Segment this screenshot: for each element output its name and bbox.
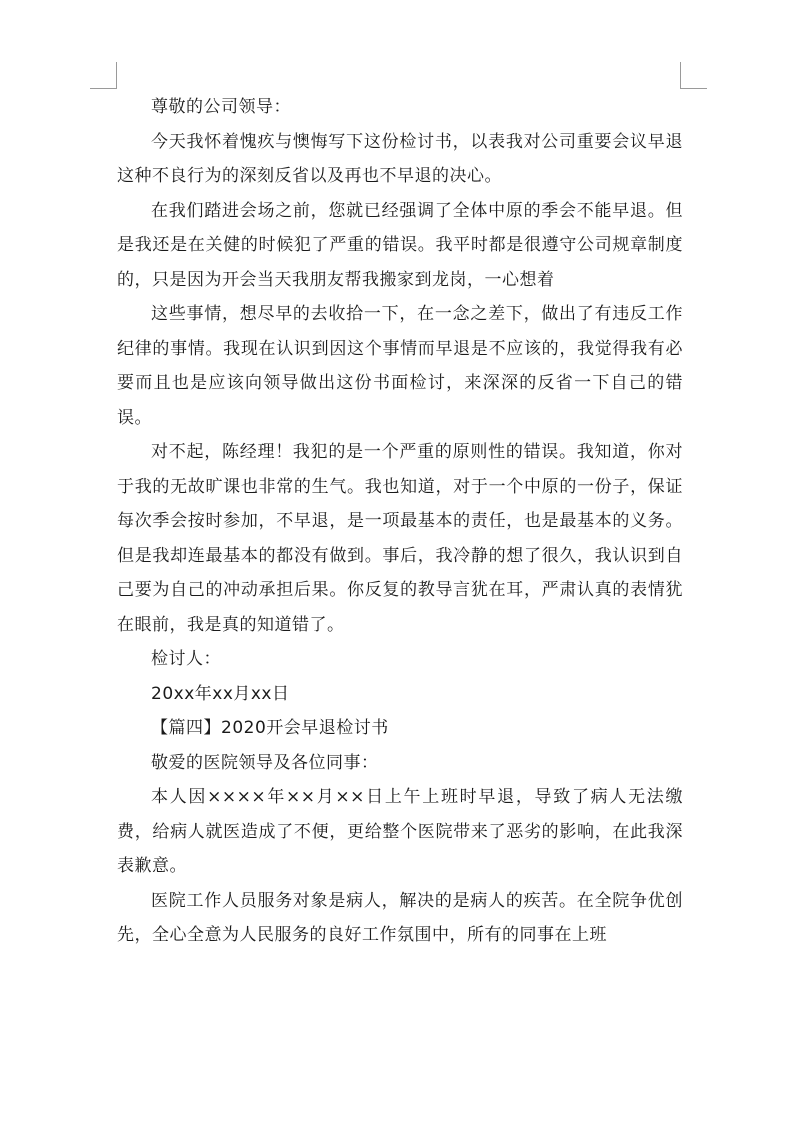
paragraph-hospital-service: 医院工作人员服务对象是病人，解决的是病人的疾苦。在全院争优创先，全心全意为人民服务的良好工作氛围中，所有的同事在上班 [117, 890, 683, 945]
paragraph-intro: 今天我怀着愧疚与懊悔写下这份检讨书，以表我对公司重要会议早退这种不良行为的深刻反省以及再也不早退的决心。 [117, 131, 683, 186]
section-heading: 【篇四】2020开会早退检讨书 [151, 718, 389, 738]
paragraph-reflection: 这些事情，想尽早的去收拾一下，在一念之差下，做出了有违反工作纪律的事情。我现在认识到因这个事情而早退是不应该的，我觉得我有必要而且也是应该向领导做出这份书面检讨，来深深的反省一下自己的错误。 [117, 304, 683, 428]
paragraph-mistake: 在我们踏进会场之前，您就已经强调了全体中原的季会不能早退。但是我还是在关健的时候犯了严重的错误。我平时都是很遵守公司规章制度的，只是因为开会当天我朋友帮我搬家到龙岗，一心想着 [117, 200, 683, 290]
signature-label: 检讨人： [151, 649, 221, 669]
crop-mark-top-left [90, 62, 117, 89]
document-body [117, 90, 683, 953]
salutation-hospital: 敬爱的医院领导及各位同事： [151, 752, 379, 773]
crop-mark-top-right [680, 62, 707, 89]
paragraph-hospital-incident: 本人因××××年××月××日上午上班时早退，导致了病人无法缴费，给病人就医造成了不便，更给整个医院带来了恶劣的影响，在此我深表歉意。 [117, 787, 683, 876]
signature-date: 20xx年xx月xx日 [151, 683, 290, 704]
paragraph-apology: 对不起，陈经理！我犯的是一个严重的原则性的错误。我知道，你对于我的无故旷课也非常的生气。我也知道，对于一个中原的一份子，保证每次季会按时参加，不早退，是一项最基本的责任，也是最基本的义务。但是我却连最基本的都没有做到。事后，我冷静的想了很久，我认识到自己要为自己的冲动承担后果。你反复的教导言犹在耳，严肃认真的表情犹在眼前，我是真的知道错了。 [117, 442, 683, 635]
salutation-company: 尊敬的公司领导： [151, 97, 291, 117]
